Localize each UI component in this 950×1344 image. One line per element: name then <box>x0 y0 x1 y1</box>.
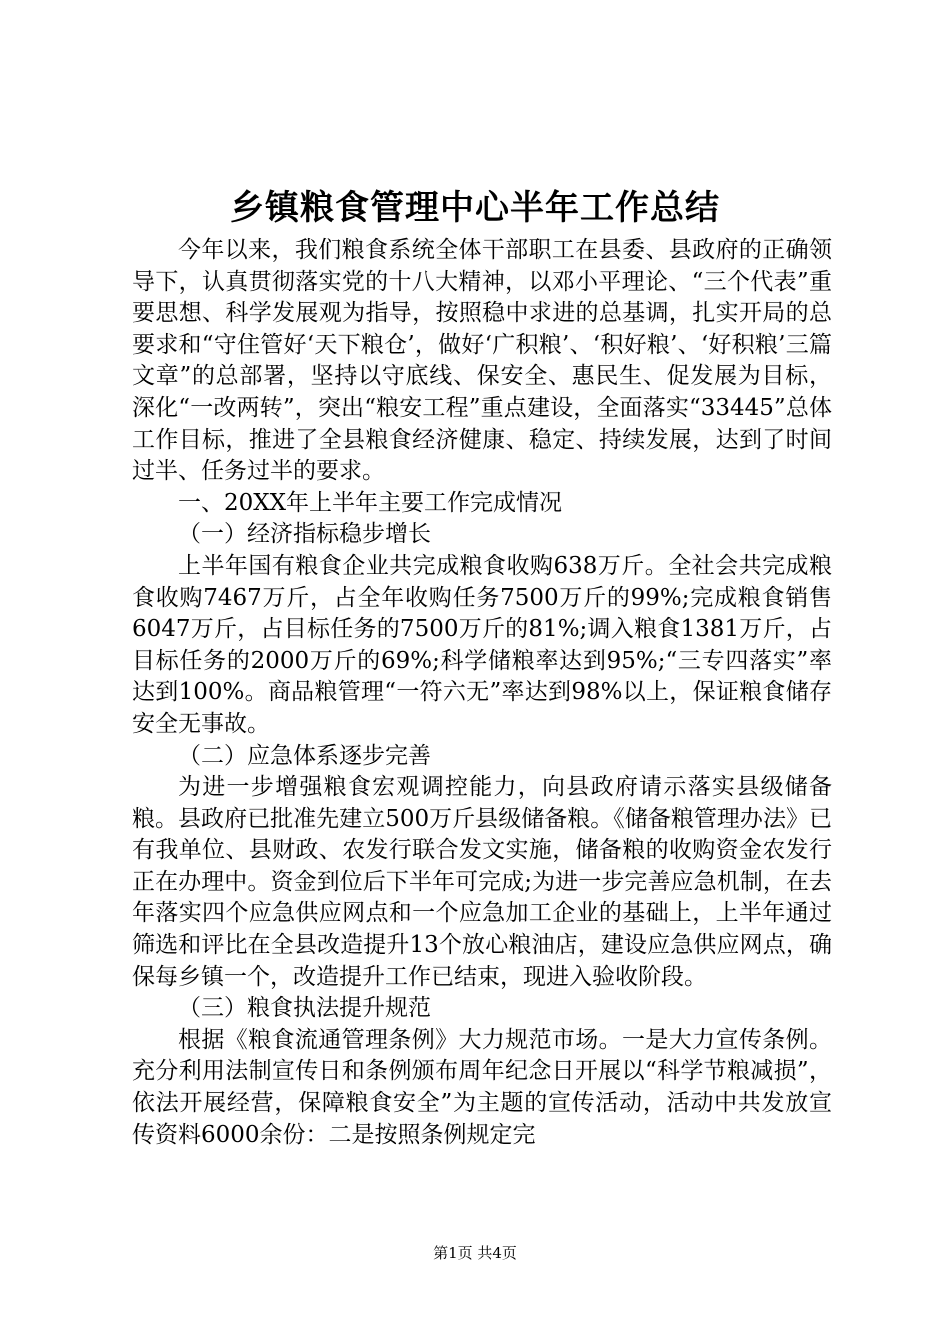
document-body <box>132 235 832 1151</box>
subsection-heading: （三）粮食执法提升规范 <box>178 995 431 1022</box>
paragraph: 为进一步增强粮食宏观调控能力，向县政府请示落实县级储备粮。县政府已批准先建立500万斤县级储备粮。《储备粮管理办法》已有我单位、县财政、农发行联合发文实施，储备粮的收购资金农发行正在办理中。资金到位后下半年可完成;为进一步完善应急机制，在去年落实四个应急供应网点和一个应急加工企业的基础上，上半年通过筛选和评比在全县改造提升13个放心粮油店，建设应急供应网点，确保每乡镇一个，改造提升工作已结束，现进入验收阶段。 <box>132 774 832 990</box>
paragraph: 根据《粮食流通管理条例》大力规范市场。一是大力宣传条例。充分利用法制宣传日和条例颁布周年纪念日开展以“科学节粮减损”，依法开展经营，保障粮食安全”为主题的宣传活动，活动中共发放宣传资料6000余份：二是按照条例规定完 <box>132 1026 832 1148</box>
subsection-heading: （一）经济指标稳步增长 <box>178 521 431 548</box>
page-footer: 第1页 共4页 <box>433 1244 517 1262</box>
paragraph-intro: 今年以来，我们粮食系统全体干部职工在县委、县政府的正确领导下，认真贯彻落实党的十八大精神，以邓小平理论、“三个代表”重要思想、科学发展观为指导，按照稳中求进的总基调，扎实开局的总要求和“守住管好‘天下粮仓’，做好‘广积粮’、‘积好粮’、‘好积粮’三篇文章”的总部署，坚持以守底线、保安全、惠民生、促发展为目标，深化“一改两转”，突出“粮安工程”重点建设，全面落实“33445”总体工作目标，推进了全县粮食经济健康、稳定、持续发展，达到了时间过半、任务过半的要求。 <box>132 237 832 485</box>
section-heading: 一、20XX年上半年主要工作完成情况 <box>178 489 563 516</box>
paragraph: 上半年国有粮食企业共完成粮食收购638万斤。全社会共完成粮食收购7467万斤，占全年收购任务7500万斤的99%;完成粮食销售6047万斤，占目标任务的7500万斤的81%;调入粮食1381万斤，占目标任务的2000万斤的69%;科学储粮率达到95%;“三专四落实”率达到100%。商品粮管理“一符六无”率达到98%以上，保证粮食储存安全无事故。 <box>132 552 832 737</box>
subsection-heading: （二）应急体系逐步完善 <box>178 742 431 769</box>
document-title: 乡镇粮食管理中心半年工作总结 <box>230 188 720 228</box>
